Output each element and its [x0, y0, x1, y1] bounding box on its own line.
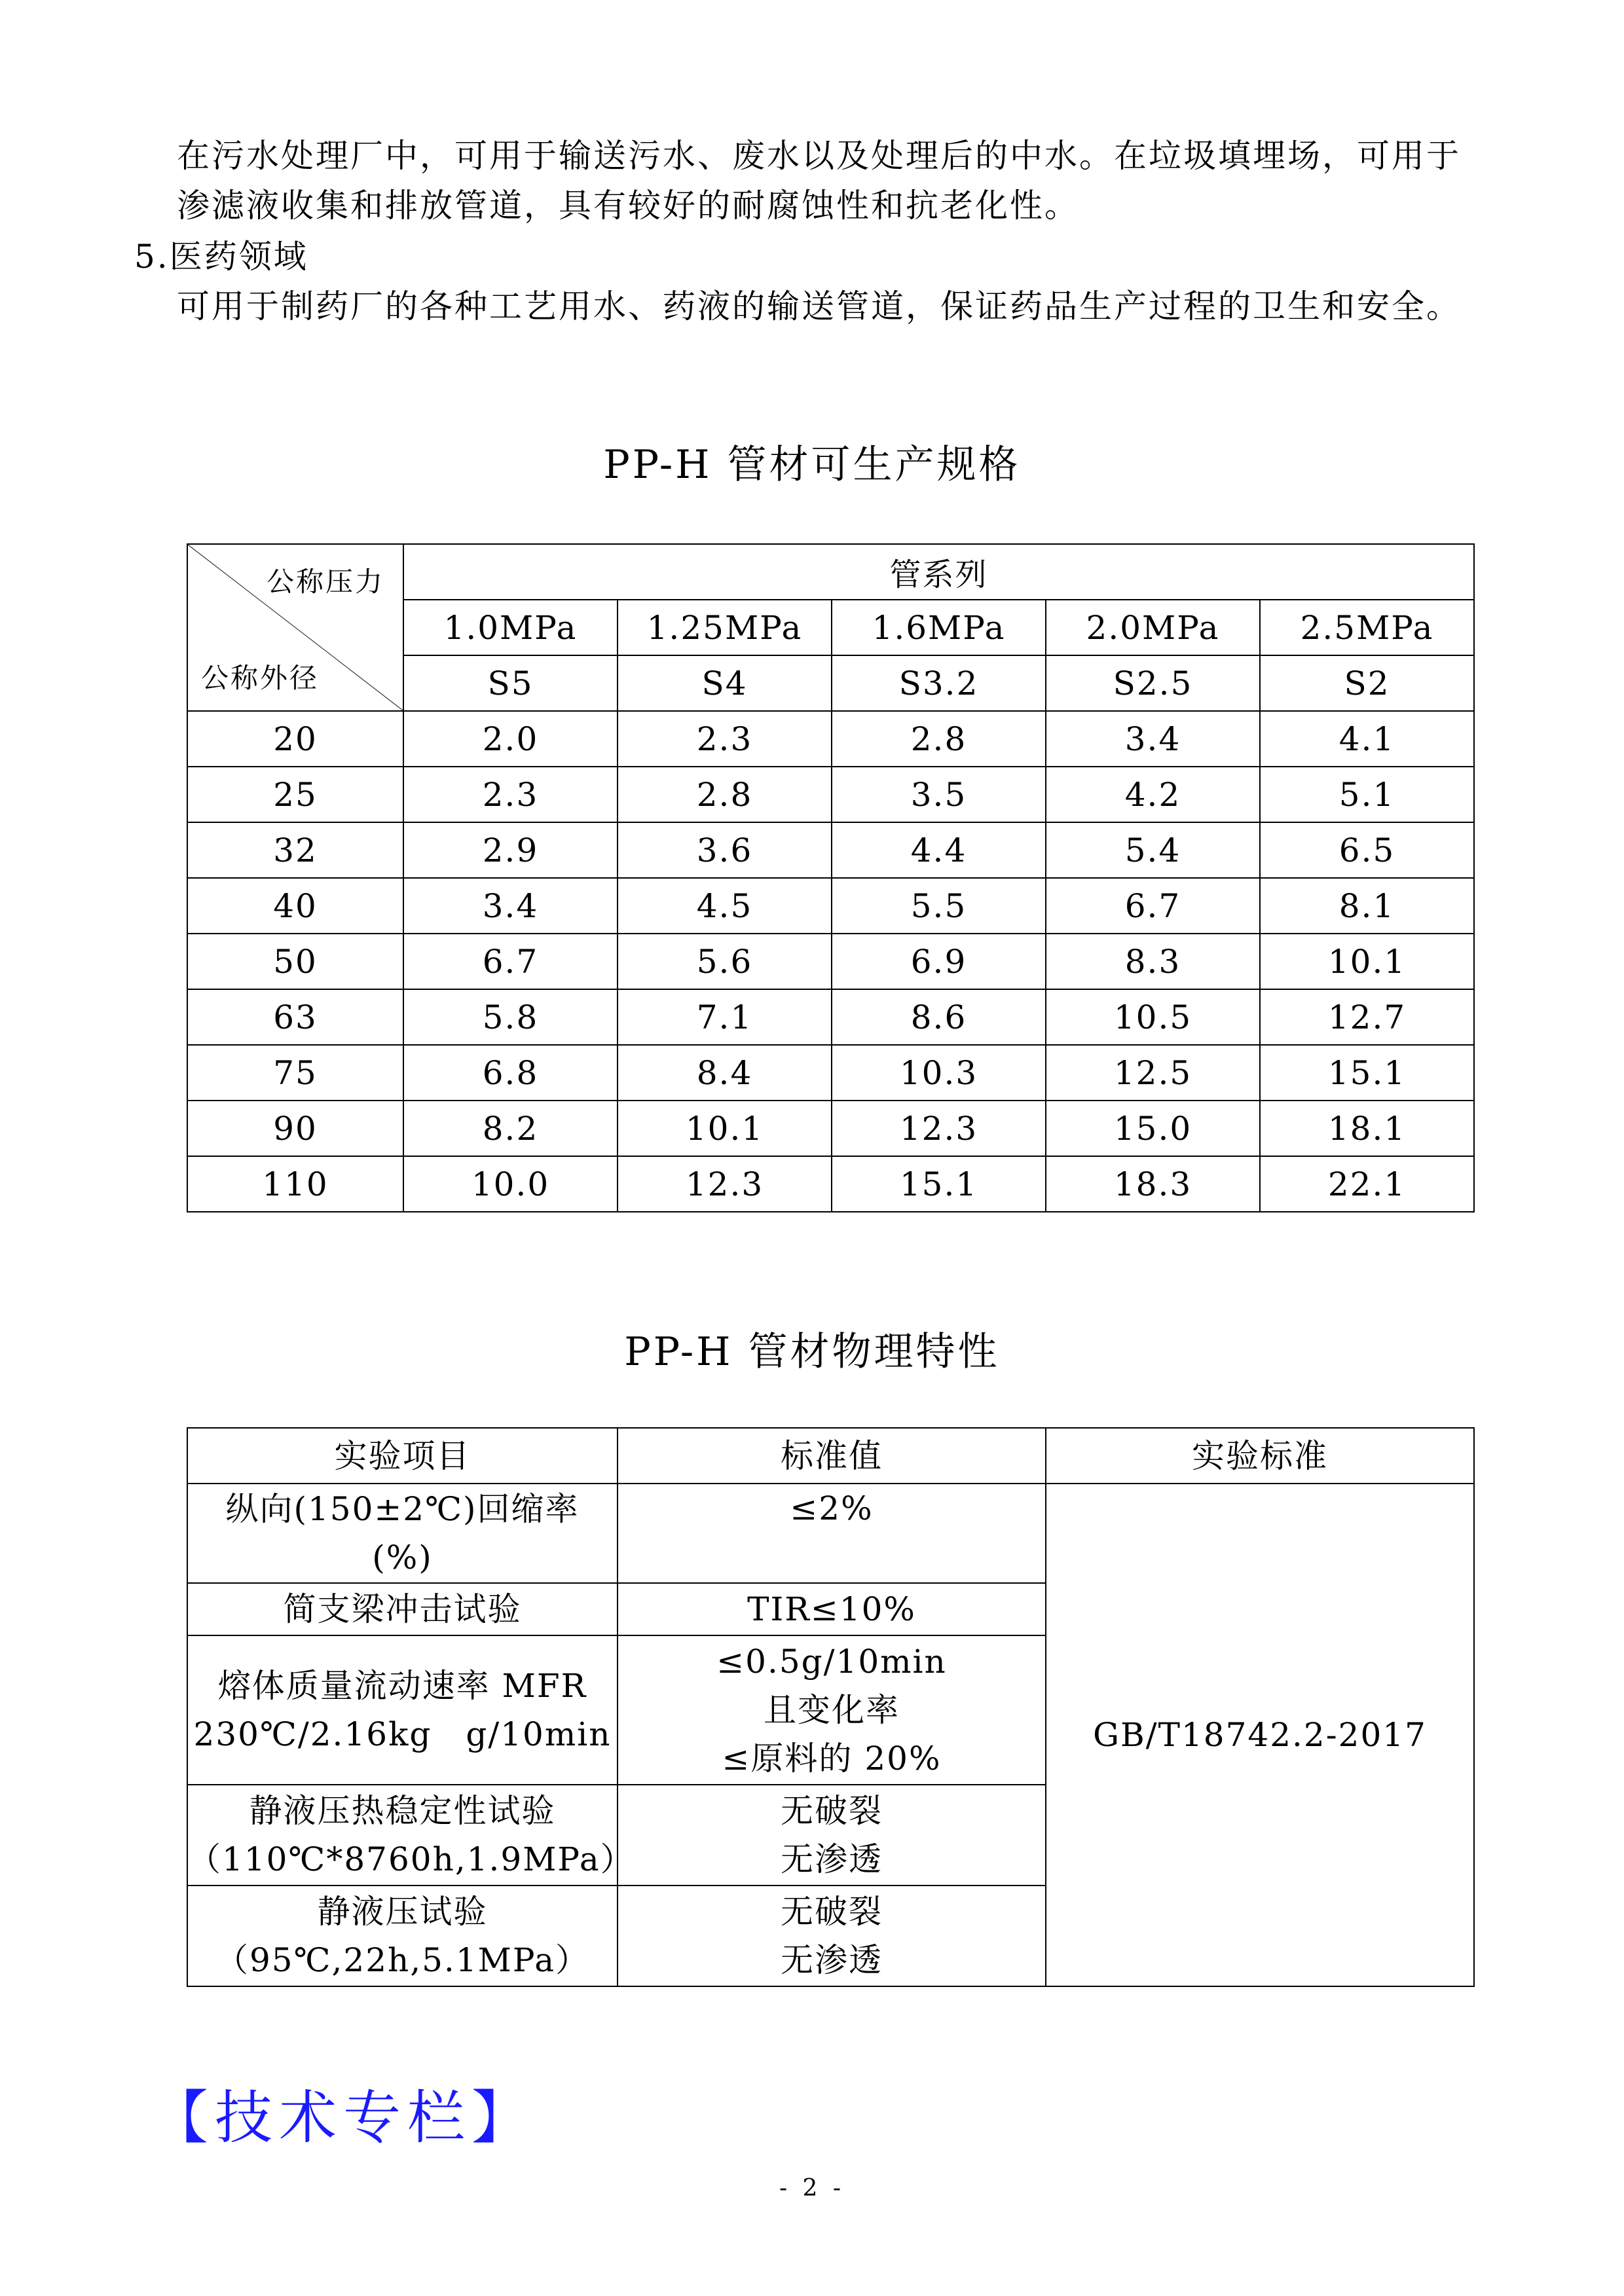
table-cell: 6.7 [403, 934, 618, 989]
table-cell: 10.1 [1260, 934, 1474, 989]
table-cell: 6.9 [832, 934, 1046, 989]
standard-value-line: 无渗透 [781, 1941, 883, 1979]
table-cell: 8.2 [403, 1101, 618, 1156]
table-cell: 8.1 [1260, 878, 1474, 934]
table-cell: 10.3 [832, 1045, 1046, 1101]
standard-value-cell [618, 1785, 1046, 1886]
phys-header-row [187, 1428, 1474, 1484]
table-cell: 2.8 [618, 767, 832, 822]
standard-value-line: ≤2% [790, 1489, 874, 1527]
table-cell: 12.3 [618, 1156, 832, 1212]
table-cell: 15.1 [832, 1156, 1046, 1212]
pipe-series-header: 管系列 [403, 544, 1474, 600]
column-header-item: 实验项目 [187, 1428, 618, 1484]
od-cell: 50 [187, 934, 403, 989]
table-row [187, 767, 1474, 822]
table-cell: 2.8 [832, 711, 1046, 767]
table-cell: 6.7 [1046, 878, 1260, 934]
standard-value-line: TIR≤10% [747, 1590, 916, 1628]
series-header: S2 [1260, 655, 1474, 711]
test-item-line: 230℃/2.16kg g/10min [193, 1715, 612, 1753]
test-standard-cell: GB/T18742.2-2017 [1046, 1484, 1474, 1986]
table-cell: 7.1 [618, 989, 832, 1045]
table-cell: 4.2 [1046, 767, 1260, 822]
table-row [187, 1101, 1474, 1156]
od-cell: 32 [187, 822, 403, 878]
table-cell: 4.1 [1260, 711, 1474, 767]
standard-value-line: 无破裂 [781, 1893, 883, 1931]
page-number: - 2 - [779, 2175, 845, 2202]
test-item-cell [187, 1583, 618, 1635]
table-row [187, 1484, 1474, 1583]
table-cell: 15.0 [1046, 1101, 1260, 1156]
od-cell: 20 [187, 711, 403, 767]
technical-column-banner: 【技术专栏】 [151, 2084, 536, 2151]
series-header: S3.2 [832, 655, 1046, 711]
table-cell: 8.3 [1046, 934, 1260, 989]
section-5-heading: 5.医药领域 [134, 238, 308, 276]
pressure-header: 2.0MPa [1046, 600, 1260, 655]
table-row [187, 822, 1474, 878]
standard-value-cell [618, 1635, 1046, 1785]
table-row [187, 1156, 1474, 1212]
test-item-line: 静液压热稳定性试验 [249, 1792, 556, 1830]
table-cell: 18.1 [1260, 1101, 1474, 1156]
test-item-cell [187, 1635, 618, 1785]
column-header-standard: 实验标准 [1046, 1428, 1474, 1484]
od-cell: 90 [187, 1101, 403, 1156]
table-cell: 5.5 [832, 878, 1046, 934]
table-cell: 12.7 [1260, 989, 1474, 1045]
table-cell: 6.5 [1260, 822, 1474, 878]
table-cell: 10.1 [618, 1101, 832, 1156]
table-cell: 5.8 [403, 989, 618, 1045]
phys-table [187, 1427, 1475, 1987]
table-cell: 2.9 [403, 822, 618, 878]
table-cell: 3.6 [618, 822, 832, 878]
table-cell: 18.3 [1046, 1156, 1260, 1212]
table-row [187, 878, 1474, 934]
table-cell: 10.0 [403, 1156, 618, 1212]
table-cell: 8.6 [832, 989, 1046, 1045]
table-cell: 2.3 [403, 767, 618, 822]
standard-value-cell [618, 1484, 1046, 1583]
series-header: S2.5 [1046, 655, 1260, 711]
spec-table-title: PP-H 管材可生产规格 [603, 442, 1021, 488]
table-cell: 22.1 [1260, 1156, 1474, 1212]
table-cell: 2.3 [618, 711, 832, 767]
test-item-line: 熔体质量流动速率 MFR [217, 1667, 587, 1705]
table-cell: 2.0 [403, 711, 618, 767]
table-row [187, 1045, 1474, 1101]
standard-value-line: 无渗透 [781, 1840, 883, 1878]
standard-value-line: ≤0.5g/10min [716, 1643, 947, 1681]
table-row [187, 934, 1474, 989]
table-cell: 6.8 [403, 1045, 618, 1101]
intro-paragraph-1: 在污水处理厂中，可用于输送污水、废水以及处理后的中水。在垃圾填埋场，可用于渗滤液收集和排放管道，具有较好的耐腐蚀性和抗老化性。 [177, 137, 1461, 225]
pressure-header: 2.5MPa [1260, 600, 1474, 655]
test-item-line: （110℃*8760h,1.9MPa） [188, 1840, 635, 1878]
test-item-line: (%) [372, 1539, 433, 1576]
table-cell: 5.4 [1046, 822, 1260, 878]
od-cell: 40 [187, 878, 403, 934]
table-cell: 3.4 [1046, 711, 1260, 767]
table-cell: 12.3 [832, 1101, 1046, 1156]
table-cell: 12.5 [1046, 1045, 1260, 1101]
table-row [187, 989, 1474, 1045]
phys-table-title: PP-H 管材物理特性 [624, 1329, 1000, 1375]
test-item-line: （95℃,22h,5.1MPa） [215, 1941, 590, 1979]
table-cell: 5.6 [618, 934, 832, 989]
standard-value-cell [618, 1886, 1046, 1986]
standard-value-line: ≤原料的 20% [722, 1740, 942, 1777]
intro-paragraph-2: 可用于制药厂的各种工艺用水、药液的输送管道，保证药品生产过程的卫生和安全。 [177, 287, 1461, 325]
table-row [187, 711, 1474, 767]
od-cell: 110 [187, 1156, 403, 1212]
series-header: S5 [403, 655, 618, 711]
table-cell: 3.4 [403, 878, 618, 934]
test-item-cell [187, 1484, 618, 1583]
test-item-cell [187, 1886, 618, 1986]
nominal-pressure-label: 公称压力 [266, 566, 384, 598]
test-item-cell [187, 1785, 635, 1886]
series-header: S4 [618, 655, 832, 711]
standard-value-line: 无破裂 [781, 1792, 883, 1830]
pressure-header: 1.25MPa [618, 600, 832, 655]
test-item-line: 纵向(150±2℃)回缩率 [225, 1490, 580, 1528]
diagonal-header-cell [187, 544, 403, 711]
table-cell: 15.1 [1260, 1045, 1474, 1101]
table-cell: 8.4 [618, 1045, 832, 1101]
pressure-header: 1.0MPa [403, 600, 618, 655]
test-item-line: 简支梁冲击试验 [283, 1590, 522, 1628]
od-cell: 63 [187, 989, 403, 1045]
od-cell: 25 [187, 767, 403, 822]
standard-value-cell [618, 1583, 1046, 1635]
column-header-value: 标准值 [618, 1428, 1046, 1484]
table-cell: 5.1 [1260, 767, 1474, 822]
table-cell: 4.4 [832, 822, 1046, 878]
table-cell: 3.5 [832, 767, 1046, 822]
table-cell: 10.5 [1046, 989, 1260, 1045]
test-item-line: 静液压试验 [317, 1893, 488, 1931]
pressure-header: 1.6MPa [832, 600, 1046, 655]
nominal-od-label: 公称外径 [201, 662, 320, 694]
table-cell: 4.5 [618, 878, 832, 934]
spec-table [187, 543, 1475, 1212]
standard-value-line: 且变化率 [764, 1691, 900, 1729]
od-cell: 75 [187, 1045, 403, 1101]
